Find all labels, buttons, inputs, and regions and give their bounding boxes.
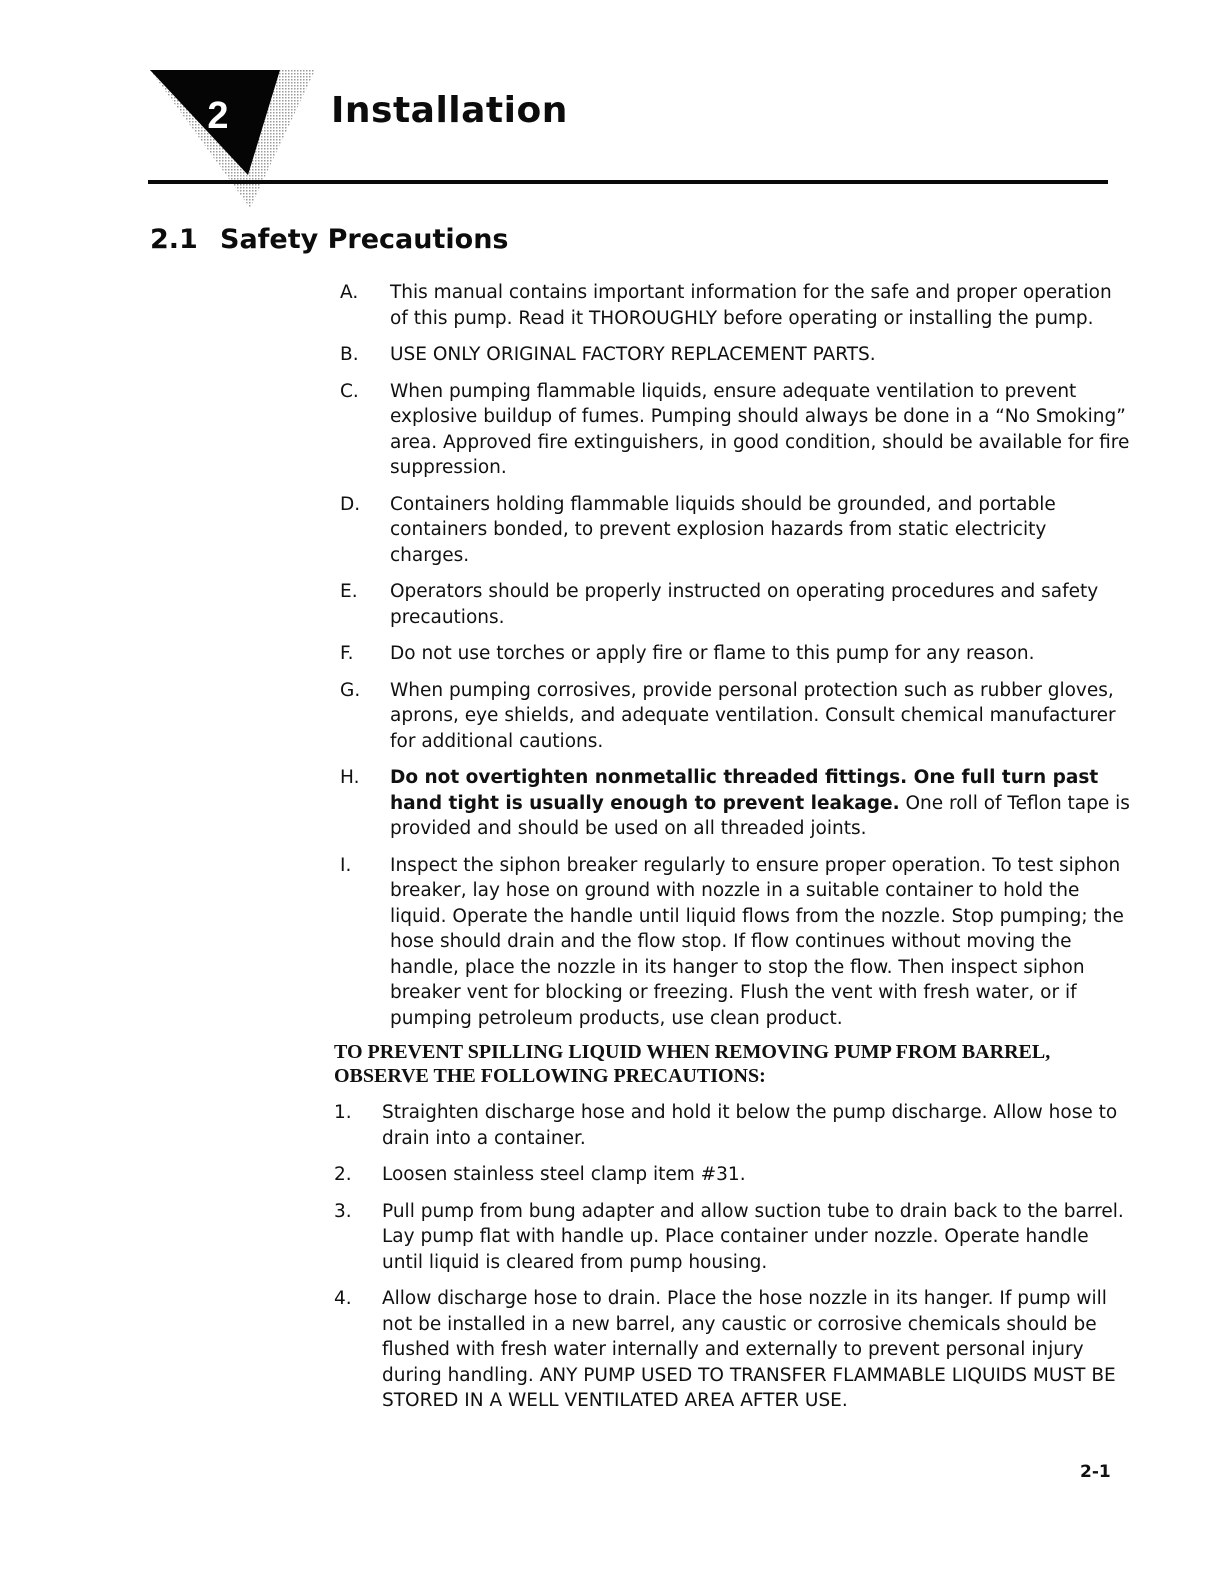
precaution-marker: C. [340,380,359,402]
precaution-text: This manual contains important information for the safe and proper operation of this pump. Read it THOROUGHLY before operating or installing the pump. [390,282,1112,329]
precaution-item [340,765,1130,842]
step-text: Straighten discharge hose and hold it below the pump discharge. Allow hose to drain into a container. [382,1102,1118,1149]
page-number: 2-1 [1080,1462,1111,1482]
precaution-text: When pumping flammable liquids, ensure adequate ventilation to prevent explosive buildup of fumes. Pumping should always be done in a “No Smoking” area. Approved fire extinguishers, in good condition, should be available for fire suppression. [390,380,1130,478]
precaution-item [340,579,1130,630]
precaution-text: One roll of Teflon tape is provided and should be used on all threaded joints. [390,792,1130,839]
precaution-text: When pumping corrosives, provide personal protection such as rubber gloves, aprons, eye shields, and adequate ventilation. Consult chemical manufacturer for additional cautions. [390,679,1116,752]
chapter-title: Installation [331,90,568,131]
step-text: Allow discharge hose to drain. Place the hose nozzle in its hanger. If pump will not be installed in a new barrel, any caustic or corrosive chemicals should be flushed with fresh water internally and externally to prevent personal injury during handling. ANY PUMP USED TO TRANSFER FLAMMABLE LIQUIDS MUST BE STORED IN A WELL VENTILATED AREA AFTER USE. [382,1288,1116,1411]
precaution-text: Inspect the siphon breaker regularly to ensure proper operation. To test siphon breaker, lay hose on ground with nozzle in a suitable container to hold the liquid. Operate the handle until liquid flows from the nozzle. Stop pumping; the hose should drain and the flow stop. If flow continues without moving the handle, place the nozzle in its hanger to stop the flow. Then inspect siphon breaker vent for blocking or freezing. Flush the vent with fresh water, or if pumping petroleum products, use clean product. [390,854,1124,1029]
precaution-item [340,641,1130,667]
step-text: Loosen stainless steel clamp item #31. [382,1164,746,1185]
precaution-item [340,342,1130,368]
step-marker: 3. [334,1200,352,1222]
precaution-text: Containers holding flammable liquids should be grounded, and portable containers bonded, to prevent explosion hazards from static electricity charges. [390,493,1056,566]
step-marker: 1. [334,1102,352,1123]
precaution-item [340,853,1130,1032]
precaution-marker: E. [340,581,358,602]
precaution-text: Do not use torches or apply fire or flame to this pump for any reason. [390,643,1035,664]
section-heading [150,224,509,255]
step-marker: 4. [334,1288,352,1309]
precaution-bold-text: Do not overtighten nonmetallic threaded fittings. One full turn past hand tight is usually enough to prevent leakage. [390,767,1099,814]
precaution-item [340,379,1130,481]
precaution-text: USE ONLY ORIGINAL FACTORY REPLACEMENT PARTS. [390,344,876,365]
removal-step [334,1162,1124,1188]
precautions-list [340,280,1130,1042]
precaution-item [340,492,1130,569]
removal-step [334,1286,1124,1414]
chapter-number: 2 [207,95,229,137]
header-rule [148,180,1108,184]
removal-step [334,1199,1124,1276]
precaution-marker: A. [340,282,359,303]
precaution-item [340,678,1130,755]
chapter-triangle-icon [150,70,320,210]
step-marker: 2. [334,1164,352,1185]
precaution-marker: D. [340,493,361,515]
precaution-marker: F. [340,643,354,664]
section-title: Safety Precautions [220,224,509,255]
precaution-text: Operators should be properly instructed on operating procedures and safety precautions. [390,581,1099,628]
precaution-marker: B. [340,344,359,365]
removal-step [334,1100,1124,1151]
removal-steps-list [334,1100,1124,1425]
removal-heading: TO PREVENT SPILLING LIQUID WHEN REMOVING PUMP FROM BARREL, OBSERVE THE FOLLOWING PRECAUTIONS: [334,1041,1051,1087]
chapter-badge [150,70,320,210]
precaution-marker: I. [340,854,352,876]
section-number: 2.1 [150,224,198,255]
step-text: Pull pump from bung adapter and allow suction tube to drain back to the barrel. Lay pump flat with handle up. Place container under nozzle. Operate handle until liquid is cleared from pump housing. [382,1200,1124,1273]
precaution-marker: G. [340,679,361,701]
precaution-item [340,280,1130,331]
precaution-marker: H. [340,767,360,788]
